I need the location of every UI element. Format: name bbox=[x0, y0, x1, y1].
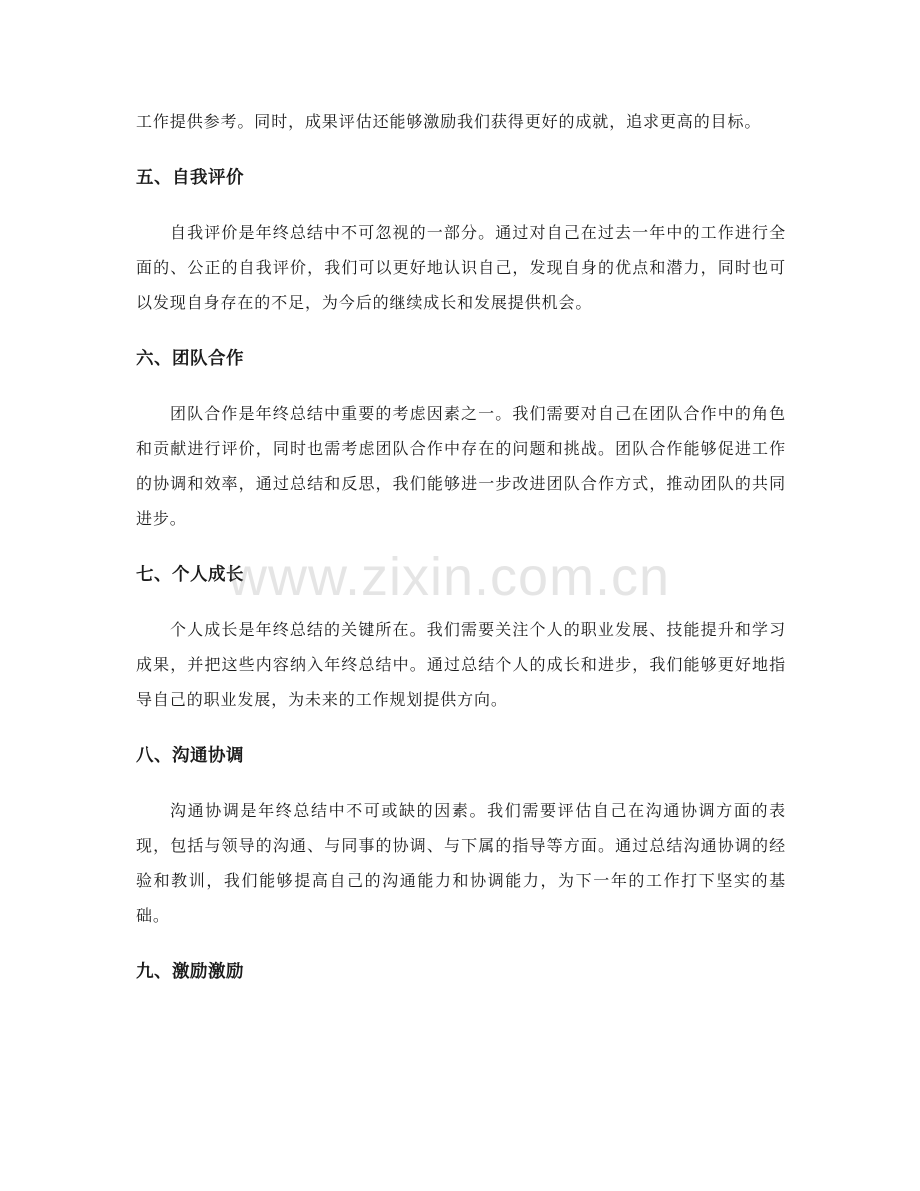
section-heading-motivation: 九、激励激励 bbox=[136, 962, 244, 982]
section-paragraph-self-evaluation: 自我评价是年终总结中不可忽视的一部分。通过对自己在过去一年中的工作进行全面的、公正的自我评价，我们可以更好地认识自己，发现自身的优点和潜力，同时也可以发现自身存在的不足，为今后的继续成长和发展提供机会。 bbox=[136, 223, 786, 312]
intro-paragraph: 工作提供参考。同时，成果评估还能够激励我们获得更好的成就，追求更高的目标。 bbox=[136, 112, 762, 131]
document-body bbox=[136, 104, 786, 986]
section-heading-teamwork: 六、团队合作 bbox=[136, 349, 244, 369]
section-heading-personal-growth: 七、个人成长 bbox=[136, 565, 244, 585]
watermark-text: www.zixin.com.cn bbox=[228, 547, 671, 607]
section-paragraph-communication: 沟通协调是年终总结中不可或缺的因素。我们需要评估自己在沟通协调方面的表现，包括与领导的沟通、与同事的协调、与下属的指导等方面。通过总结沟通协调的经验和教训，我们能够提高自己的沟通能力和协调能力，为下一年的工作打下坚实的基础。 bbox=[136, 801, 786, 925]
section-heading-communication: 八、沟通协调 bbox=[136, 746, 244, 766]
section-paragraph-personal-growth: 个人成长是年终总结的关键所在。我们需要关注个人的职业发展、技能提升和学习成果，并把这些内容纳入年终总结中。通过总结个人的成长和进步，我们能够更好地指导自己的职业发展，为未来的工作规划提供方向。 bbox=[136, 620, 786, 709]
section-heading-self-evaluation: 五、自我评价 bbox=[136, 168, 244, 188]
section-paragraph-teamwork: 团队合作是年终总结中重要的考虑因素之一。我们需要对自己在团队合作中的角色和贡献进行评价，同时也需考虑团队合作中存在的问题和挑战。团队合作能够促进工作的协调和效率，通过总结和反思，我们能够进一步改进团队合作方式，推动团队的共同进步。 bbox=[136, 404, 786, 528]
